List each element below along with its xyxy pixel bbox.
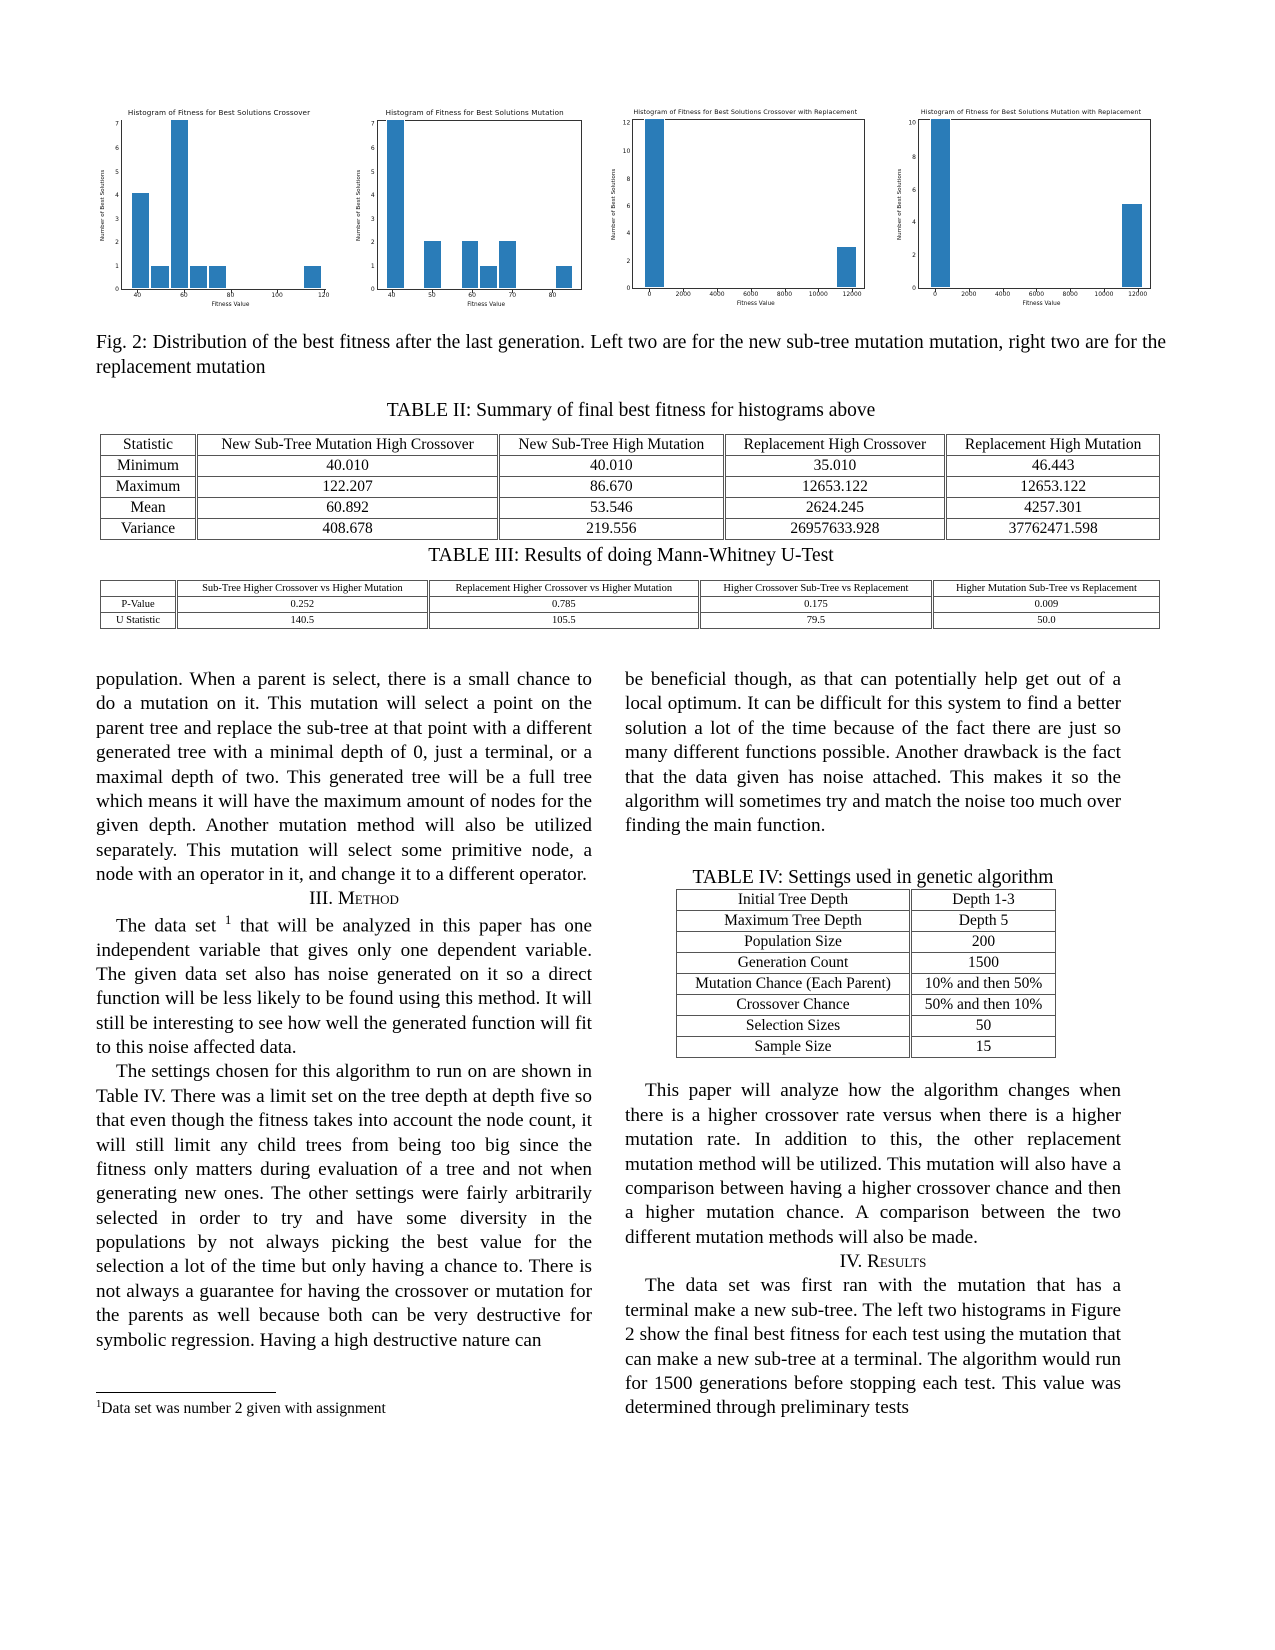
table-row [101,477,1160,498]
chart-y-ticks [363,120,377,293]
chart-x-tick-label: 12000 [842,291,862,298]
chart-y-tick-label: 4 [115,192,119,200]
histogram-chart-1 [100,108,338,308]
chart-plot-area [918,119,1151,289]
table-cell: 140.5 [177,613,429,629]
chart-x-tick-label: 12000 [1128,291,1148,298]
chart-y-tick-label: 10 [908,119,916,127]
table-row [677,890,1056,911]
chart-x-axis-label: Fitness Value [736,301,775,307]
section-title: Method [337,888,399,910]
chart-y-axis-label: Number of Best Solutions [100,169,106,241]
table-cell: Variance [101,519,197,540]
table-3 [100,580,1160,629]
section-number: III. [309,888,334,910]
chart-bar [644,118,665,288]
chart-y-tick-label: 6 [912,186,916,194]
chart-y-tick-label: 0 [912,284,916,292]
chart-x-tick-label: 10000 [808,291,828,298]
paragraph: be beneficial though, as that can potentially help get out of a local optimum. It can be difficult for this system to find a better solution a lot of the time because of the fact there are just so many different functions possible. Another drawback is the fact that the data given has noise attached. This makes it so the algorithm will sometimes try and match the noise too much over finding the main function. [625,669,1121,837]
table-3-header-cell: Replacement Higher Crossover vs Higher Mutation [428,581,699,597]
table-cell: 105.5 [428,613,699,629]
footnote-text: Data set was number 2 given with assignment [101,1400,386,1418]
table-cell: Depth 5 [911,911,1056,932]
table-row [101,498,1160,519]
chart-y-tick-label: 4 [912,219,916,227]
chart-bar [555,265,574,289]
table-2-header-cell: New Sub-Tree High Mutation [499,435,725,456]
table-cell: 0.009 [932,597,1159,613]
chart-plot-area [377,120,582,290]
table-cell: 0.252 [177,597,429,613]
paragraph: The settings chosen for this algorithm to run on are shown in Table IV. There was a limit set on the tree depth at depth five so that even though the fitness takes into account the node count, it will still limit any child trees from being too big since the fitness only matters during evaluation of a tree and not when generating new ones. The other settings were fairly arbitrarily selected in order to try and have some diversity in the populations by not always picking the best value for the selection a lot of the time but only having a chance to. There is not always a guarantee for having the crossover or mutation for the parents as well because both can be very destructive for symbolic regression. Having a high destructive nature can [96,1061,592,1351]
chart-bar [170,119,189,289]
table-2-header-cell: Replacement High Crossover [724,435,946,456]
chart-x-tick-label: 40 [133,292,142,299]
chart-y-tick-label: 8 [626,175,631,183]
chart-x-axis-label: Fitness Value [1022,301,1061,307]
table-cell: Population Size [677,932,911,953]
paragraph-text: The data set [116,915,225,937]
paragraph: population. When a parent is select, there is a small chance to do a mutation on it. This mutation will select a point on the parent tree and replace the sub-tree at that point with a different generated tree with a minimal depth of 0, just a terminal, or a maximal depth of two. This generated tree will be a full tree which means it will have the maximum amount of nodes for the given depth. Another mutation method will also be utilized separately. This mutation will select some primitive node, a node with an operator in it, and change it to a different operator. [96,669,592,885]
table-row [677,1037,1056,1058]
chart-y-tick-label: 5 [115,168,119,176]
chart-y-tick-label: 10 [622,148,631,156]
table-cell: 4257.301 [946,498,1160,519]
table-cell: 53.546 [499,498,725,519]
figure-2-caption: Fig. 2: Distribution of the best fitness after the last generation. Left two are for the new sub-tree mutation mutation, right two are for the replacement mutation [96,332,1166,379]
table-2 [100,434,1160,540]
chart-x-tick-label: 100 [271,292,283,299]
chart-x-tick-label: 40 [387,292,396,299]
chart-x-ticks [925,289,1158,301]
chart-bar [208,265,227,289]
chart-bar [189,265,208,289]
chart-x-ticks [128,290,333,302]
table-cell: 40.010 [499,456,725,477]
chart-y-tick-label: 6 [115,145,119,153]
chart-y-tick-label: 8 [912,153,916,161]
table-cell: 86.670 [499,477,725,498]
chart-bar [479,265,498,289]
chart-y-tick-label: 0 [370,285,375,293]
table-cell: 219.556 [499,519,725,540]
paragraph-text: that will be analyzed in this paper has one independent variable that gives only one dependent variable. The given data set also has noise generated on it so a direct function will be less likely to be found using this method. It will still be interesting to see how well the generated function will fit to this noise affected data. [96,915,593,1059]
table-row [677,995,1056,1016]
table-cell: 50.0 [932,613,1159,629]
chart-y-tick-label: 7 [370,120,375,128]
table-2-header-cell: Replacement High Mutation [946,435,1160,456]
chart-y-axis-label: Number of Best Solutions [611,168,618,240]
chart-bar [150,265,169,289]
chart-x-tick-label: 120 [317,292,330,299]
table-cell: Maximum Tree Depth [677,911,911,932]
table-cell: 79.5 [699,613,932,629]
paragraph [96,912,592,1061]
table-row [677,932,1056,953]
table-row [101,613,1160,629]
figure-2-charts [100,108,1165,308]
table-cell: 0.785 [428,597,699,613]
paragraph: The data set was first ran with the mutation that has a terminal make a new sub-tree. The left two histograms in Figure 2 show the final best fitness for each test using the mutation that can make a new sub-tree at a terminal. The algorithm would run for 1500 generations before stopping each test. This value was determined through preliminary tests [625,1275,1121,1419]
chart-x-axis-label: Fitness Value [467,302,506,308]
table-cell: Crossover Chance [677,995,911,1016]
chart-x-tick-label: 2000 [961,291,977,298]
chart-x-tick-label: 4000 [709,291,725,298]
chart-bar [930,118,951,288]
table-2-header-cell: New Sub-Tree Mutation High Crossover [197,435,499,456]
footnote-marker: 1 [96,1399,102,1410]
table-cell: Depth 1-3 [911,890,1056,911]
chart-y-tick-label: 6 [370,145,375,153]
table-row [677,1016,1056,1037]
chart-x-tick-label: 50 [428,292,436,299]
table-3-title: TABLE III: Results of doing Mann-Whitney U-Test [428,545,834,566]
chart-y-tick-label: 0 [115,285,119,293]
table-2-header-cell: Statistic [101,435,197,456]
table-cell: 46.443 [946,456,1160,477]
chart-x-axis-label: Fitness Value [211,302,250,308]
footnote-divider [96,1392,276,1393]
chart-bar [498,240,517,289]
table-cell: P-Value [101,597,177,613]
table-4 [676,889,1056,1058]
chart-x-ticks [639,289,872,301]
chart-bar [1121,203,1142,288]
chart-bar [303,265,322,289]
section-number: IV. [839,1251,863,1272]
chart-y-axis-label: Number of Best Solutions [355,169,362,241]
table-cell: 35.010 [724,456,946,477]
table-cell: 50 [911,1016,1056,1037]
chart-x-tick-label: 0 [933,291,938,298]
chart-bar [836,246,857,289]
table-cell: 2624.245 [724,498,946,519]
chart-y-tick-label: 3 [370,215,375,223]
table-row [101,581,1160,597]
table-cell: 40.010 [197,456,499,477]
body-column-left [96,668,592,1353]
table-row [101,456,1160,477]
chart-x-tick-label: 80 [226,292,235,299]
table-3-header-cell [101,581,177,597]
chart-x-tick-label: 10000 [1094,291,1114,298]
chart-y-axis-label: Number of Best Solutions [896,168,903,240]
chart-y-tick-label: 1 [115,262,119,270]
table-cell: 37762471.598 [946,519,1160,540]
chart-y-ticks [904,119,918,292]
chart-x-tick-label: 4000 [994,291,1011,298]
chart-bar [386,119,405,289]
table-cell: U Statistic [101,613,177,629]
table-cell: 408.678 [197,519,499,540]
chart-y-tick-label: 4 [626,230,631,238]
chart-y-ticks [107,120,121,293]
table-cell: 60.892 [197,498,499,519]
footnote-marker: 1 [224,911,232,927]
chart-y-ticks [618,119,632,292]
chart-y-tick-label: 5 [370,168,375,176]
chart-x-ticks [384,290,589,302]
chart-y-tick-label: 6 [626,202,631,210]
table-cell: 1500 [911,953,1056,974]
chart-x-tick-label: 80 [548,292,557,299]
chart-x-tick-label: 6000 [743,291,759,298]
table-row [677,953,1056,974]
chart-x-tick-label: 60 [180,292,188,299]
chart-title: Histogram of Fitness for Best Solutions Mutation [385,108,564,117]
chart-title: Histogram of Fitness for Best Solutions Crossover [127,108,311,117]
chart-title: Histogram of Fitness for Best Solutions Mutation with Replacement [920,108,1142,116]
table-cell: 26957633.928 [724,519,946,540]
table-cell: 200 [911,932,1056,953]
chart-x-tick-label: 0 [647,291,652,298]
chart-y-tick-label: 1 [370,262,375,270]
histogram-chart-3 [611,108,879,307]
chart-plot-area [121,120,326,290]
table-cell: 122.207 [197,477,499,498]
histogram-chart-4 [897,108,1165,307]
table-cell: 12653.122 [946,477,1160,498]
table-row [101,435,1160,456]
chart-x-tick-label: 60 [468,292,476,299]
chart-y-tick-label: 4 [370,192,375,200]
table-row [677,974,1056,995]
chart-bar [423,240,442,289]
table-cell: 12653.122 [724,477,946,498]
table-row [101,519,1160,540]
footnote [96,1398,596,1419]
table-cell: Minimum [101,456,197,477]
chart-y-tick-label: 2 [115,239,119,247]
chart-x-tick-label: 8000 [1062,291,1078,298]
paragraph: This paper will analyze how the algorithm changes when there is a higher crossover rate versus when there is a higher mutation rate. In addition to this, the other replacement mutation method will be utilized. This mutation will also have a comparison between having a higher crossover chance and then a higher mutation chance. A comparison between the two different mutation methods will also be made. [625,1080,1121,1248]
table-cell: Generation Count [677,953,911,974]
table-row [101,597,1160,613]
table-cell: 0.175 [699,597,932,613]
section-heading-results [625,1250,1121,1274]
chart-title: Histogram of Fitness for Best Solutions Crossover with Replacement [633,108,858,116]
chart-plot-area [632,119,865,289]
table-cell: Initial Tree Depth [677,890,911,911]
table-cell: Maximum [101,477,197,498]
table-cell: Mean [101,498,197,519]
chart-y-tick-label: 2 [370,239,375,247]
table-3-header-cell: Sub-Tree Higher Crossover vs Higher Mutation [177,581,429,597]
chart-x-tick-label: 8000 [776,291,793,298]
table-cell: Selection Sizes [677,1016,911,1037]
section-heading-method [96,887,592,911]
histogram-chart-2 [356,108,594,308]
table-cell: Mutation Chance (Each Parent) [677,974,911,995]
chart-x-tick-label: 6000 [1028,291,1045,298]
chart-y-tick-label: 0 [626,284,631,292]
chart-y-tick-label: 7 [115,120,119,128]
chart-bar [461,240,479,289]
chart-y-tick-label: 12 [622,119,631,127]
chart-y-tick-label: 2 [626,257,631,265]
table-row [677,911,1056,932]
table-cell: 50% and then 10% [911,995,1056,1016]
table-cell: Sample Size [677,1037,911,1058]
table-2-title: TABLE II: Summary of final best fitness for histograms above [386,400,876,421]
table-3-header-cell: Higher Mutation Sub-Tree vs Replacement [932,581,1159,597]
table-4-title: TABLE IV: Settings used in genetic algorithm [692,866,1054,888]
chart-x-tick-label: 70 [508,292,517,299]
chart-x-tick-label: 2000 [675,291,691,298]
chart-bar [131,192,150,289]
chart-y-tick-label: 3 [115,215,119,223]
chart-y-tick-label: 2 [912,252,916,260]
table-cell: 15 [911,1037,1056,1058]
table-3-header-cell: Higher Crossover Sub-Tree vs Replacement [699,581,932,597]
table-cell: 10% and then 50% [911,974,1056,995]
section-title: Results [867,1251,927,1272]
